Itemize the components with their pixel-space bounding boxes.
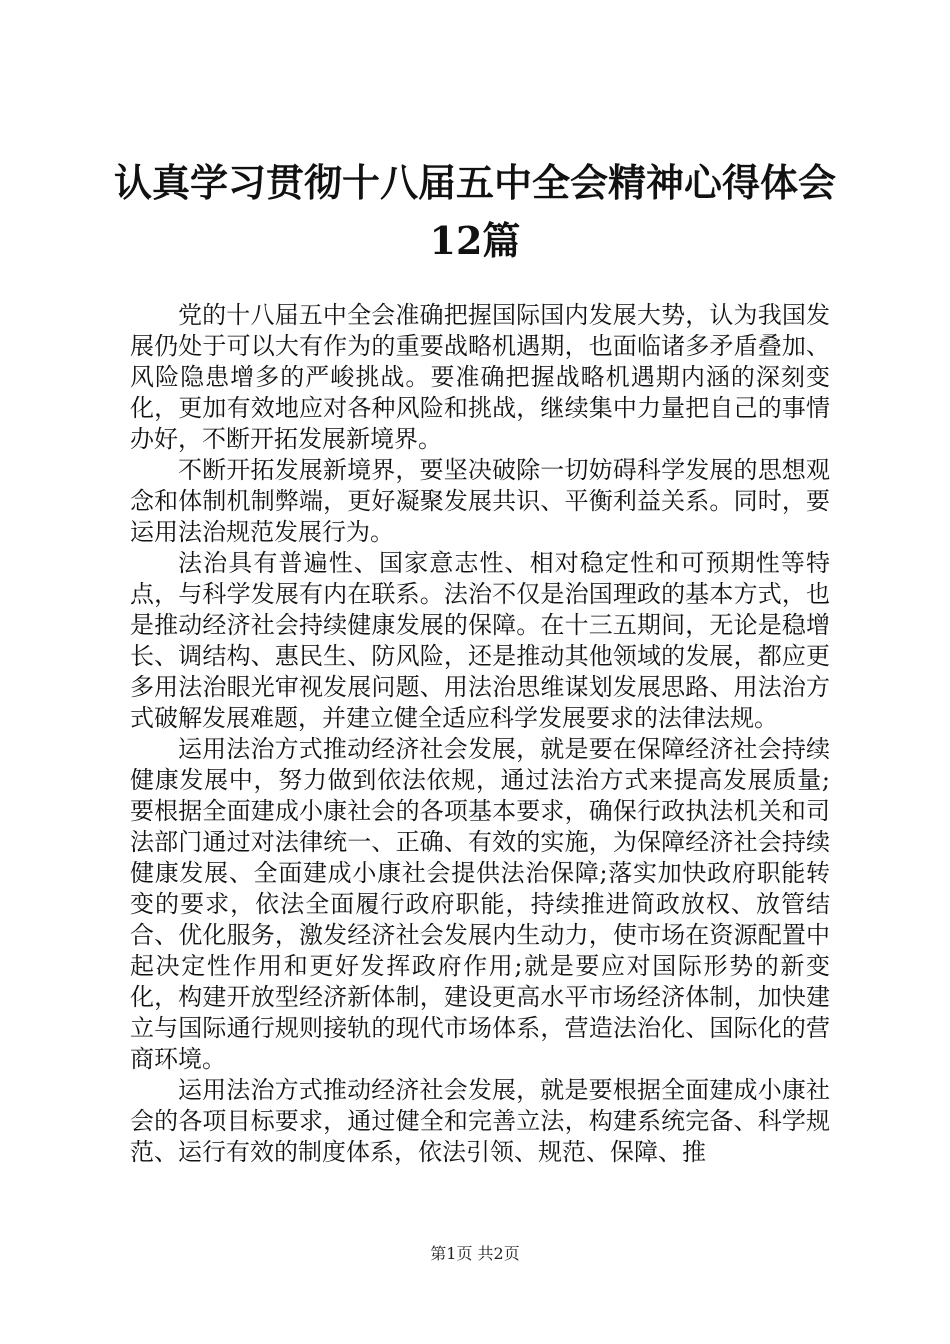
page-footer: 第1页 共2页 [430, 1244, 520, 1263]
document-title-line-1: 认真学习贯彻十八届五中全会精神心得体会 [113, 160, 836, 205]
paragraph: 运用法治方式推动经济社会发展，就是要在保障经济社会持续健康发展中，努力做到依法依规，通过法治方式来提高发展质量;要根据全面建成小康社会的各项基本要求，确保行政执法机关和司法部门通过对法律统一、正确、有效的实施，为保障经济社会持续健康发展、全面建成小康社会提供法治保障;落实加快政府职能转变的要求，依法全面履行政府职能，持续推进简政放权、放管结合、优化服务，激发经济社会发展内生动力，使市场在资源配置中起决定性作用和更好发挥政府作用;就是要应对国际形势的新变化，构建开放型经济新体制，建设更高水平市场经济体制，加快建立与国际通行规则接轨的现代市场体系，营造法治化、国际化的营商环境。 [130, 735, 830, 1073]
document-body [130, 300, 830, 1168]
document-title-line-2: 12篇 [429, 218, 521, 263]
paragraph: 法治具有普遍性、国家意志性、相对稳定性和可预期性等特点，与科学发展有内在联系。法治不仅是治国理政的基本方式，也是推动经济社会持续健康发展的保障。在十三五期间，无论是稳增长、调结构、惠民生、防风险，还是推动其他领域的发展，都应更多用法治眼光审视发展问题、用法治思维谋划发展思路、用法治方式破解发展难题，并建立健全适应科学发展要求的法律法规。 [130, 549, 830, 732]
paragraph: 党的十八届五中全会准确把握国际国内发展大势，认为我国发展仍处于可以大有作为的重要战略机遇期，也面临诸多矛盾叠加、风险隐患增多的严峻挑战。要准确把握战略机遇期内涵的深刻变化，更加有效地应对各种风险和挑战，继续集中力量把自己的事情办好，不断开拓发展新境界。 [130, 301, 830, 453]
paragraph: 运用法治方式推动经济社会发展，就是要根据全面建成小康社会的各项目标要求，通过健全和完善立法，构建系统完备、科学规范、运行有效的制度体系，依法引领、规范、保障、推 [130, 1076, 830, 1166]
paragraph: 不断开拓发展新境界，要坚决破除一切妨碍科学发展的思想观念和体制机制弊端，更好凝聚发展共识、平衡利益关系。同时，要运用法治规范发展行为。 [130, 456, 830, 546]
